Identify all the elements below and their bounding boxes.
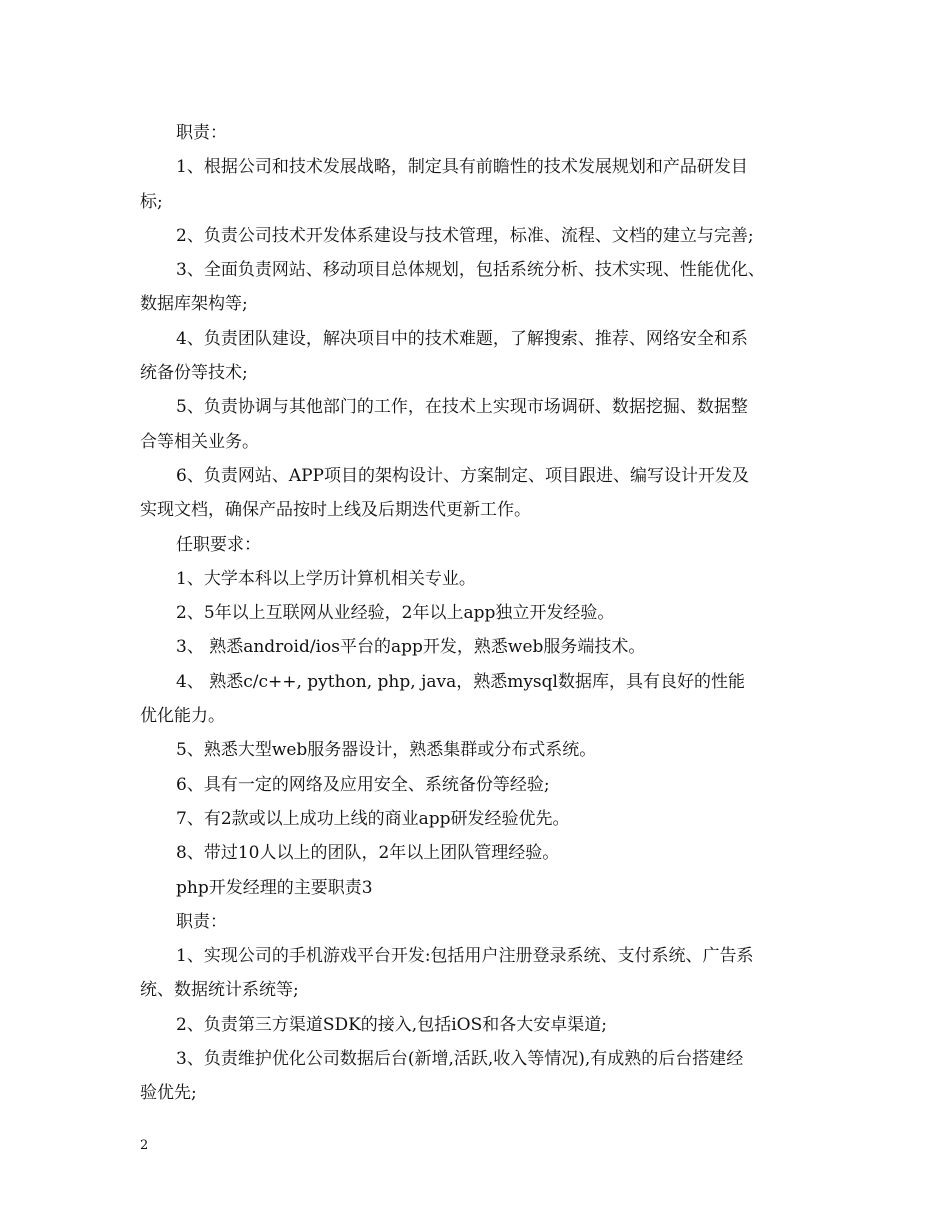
text-line: 5、负责协调与其他部门的工作，在技术上实现市场调研、数据挖掘、数据整 [176, 397, 748, 418]
text-line: 1、大学本科以上学历计算机相关专业。 [176, 568, 476, 589]
text-line: 统、数据统计系统等; [140, 980, 299, 1001]
document-body [140, 116, 820, 1111]
text-line: 验优先; [140, 1083, 197, 1104]
text-line: 优化能力。 [140, 706, 225, 727]
text-line: 数据库架构等; [140, 294, 248, 315]
text-line: 3、负责维护优化公司数据后台(新增,活跃,收入等情况),有成熟的后台搭建经 [176, 1049, 744, 1070]
text-line: 5、熟悉大型web服务器设计，熟悉集群或分布式系统。 [176, 740, 597, 761]
text-line: 2、负责公司技术开发体系建设与技术管理，标准、流程、文档的建立与完善; [176, 225, 754, 246]
text-line: 6、负责网站、APP项目的架构设计、方案制定、项目跟进、编写设计开发及 [176, 465, 749, 486]
text-line: 4、 熟悉c/c++, python, php, java，熟悉mysql数据库，具有良好的性能 [176, 671, 745, 692]
text-line: php开发经理的主要职责3 [176, 877, 373, 898]
text-line: 4、负责团队建设，解决项目中的技术难题，了解搜索、推荐、网络安全和系 [176, 328, 748, 349]
text-line: 统备份等技术; [140, 363, 248, 384]
text-line: 实现文档，确保产品按时上线及后期迭代更新工作。 [140, 500, 531, 521]
text-line: 6、具有一定的网络及应用安全、系统备份等经验; [176, 774, 550, 795]
text-line: 1、实现公司的手机游戏平台开发:包括用户注册登录系统、支付系统、广告系 [176, 946, 754, 967]
text-line: 3、全面负责网站、移动项目总体规划，包括系统分析、技术实现、性能优化、 [176, 260, 765, 281]
text-line: 2、负责第三方渠道SDK的接入,包括iOS和各大安卓渠道; [176, 1014, 607, 1035]
text-line: 职责： [176, 911, 227, 932]
text-line: 任职要求： [176, 534, 261, 555]
text-line: 2、5年以上互联网从业经验，2年以上app独立开发经验。 [176, 603, 615, 624]
text-line: 7、有2款或以上成功上线的商业app研发经验优先。 [176, 808, 570, 829]
page-number: 2 [140, 1138, 149, 1153]
text-line: 1、根据公司和技术发展战略，制定具有前瞻性的技术发展规划和产品研发目 [176, 157, 748, 178]
text-line: 8、带过10人以上的团队，2年以上团队管理经验。 [176, 843, 560, 864]
text-line: 3、 熟悉android/ios平台的app开发，熟悉web服务端技术。 [176, 637, 646, 658]
text-line: 职责： [176, 123, 227, 143]
text-line: 标; [140, 191, 163, 212]
text-line: 合等相关业务。 [140, 431, 259, 452]
